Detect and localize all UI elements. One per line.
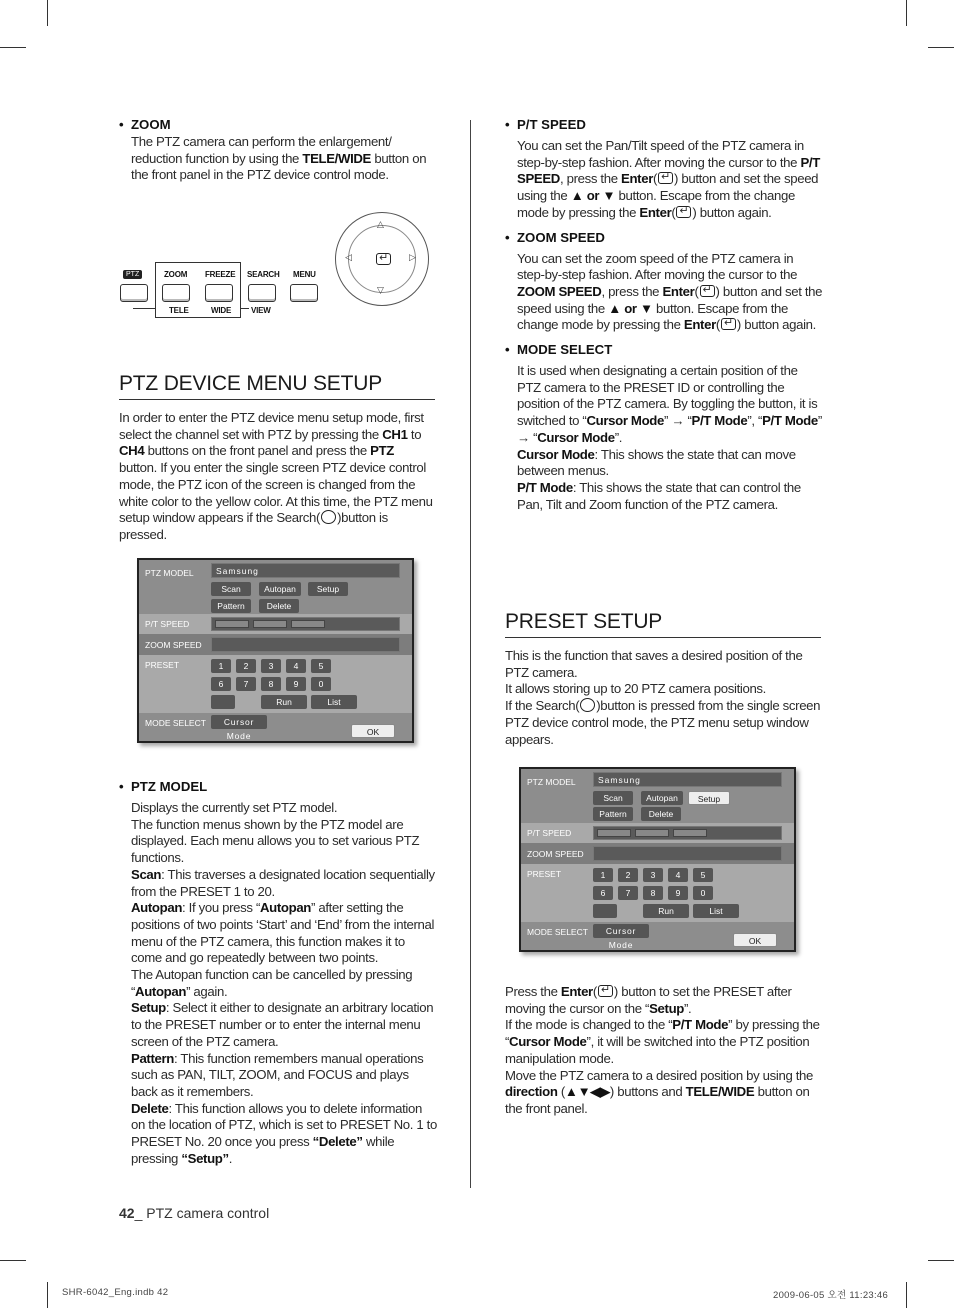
preset-9-button[interactable]: 9 xyxy=(286,677,306,691)
mode-select-label: MODE SELECT xyxy=(145,718,206,728)
menu-panel-button[interactable] xyxy=(290,284,318,302)
mode-select-body: It is used when designating a certain position of the PTZ camera to the PRESET ID or controlling the position of the PTZ camera. By toggling the button, it is switched to “Cursor Mode” → “P/T Mode”, “P/T Mode” → “Cursor Mode”. Cursor Mode: This shows the state that can move between menus. P/T Mode: This shows the state that can control the Pan, Tilt and Zoom function of the PTZ camera. xyxy=(517,363,822,512)
search-panel-button[interactable] xyxy=(248,284,276,302)
list-button[interactable]: List xyxy=(311,695,357,709)
setup-button[interactable]: Setup xyxy=(688,791,730,805)
panel-label-menu: MENU xyxy=(293,270,316,279)
preset-1-button[interactable]: 1 xyxy=(211,659,231,673)
preset-2-button[interactable]: 2 xyxy=(618,868,638,882)
crop-mark xyxy=(47,1282,48,1308)
scan-button[interactable]: Scan xyxy=(211,582,251,596)
preset-3-button[interactable]: 3 xyxy=(261,659,281,673)
preset-setup-section xyxy=(505,610,821,748)
front-panel-illustration xyxy=(119,212,437,322)
zoom-speed-heading: • ZOOM SPEED xyxy=(505,229,823,247)
freeze-panel-button[interactable] xyxy=(205,284,233,302)
up-arrow-icon[interactable]: △ xyxy=(377,220,384,230)
ptz-model-row xyxy=(139,560,412,614)
print-slug-right: 2009-06-05 오전 11:23:46 xyxy=(773,1290,889,1301)
zoom-speed-field[interactable] xyxy=(593,846,782,861)
enter-button-icon[interactable] xyxy=(376,253,391,265)
ptz-model-label: PTZ MODEL xyxy=(527,777,576,787)
pt-speed-heading: • P/T SPEED xyxy=(505,116,823,134)
crop-mark xyxy=(928,1260,954,1261)
search-icon xyxy=(580,698,595,712)
setup-button[interactable]: Setup xyxy=(308,582,348,596)
ptz-model-section xyxy=(119,778,437,1167)
run-button[interactable]: Run xyxy=(261,695,307,709)
ptz-model-row xyxy=(521,769,794,823)
preset-row xyxy=(521,864,794,922)
pattern-button[interactable]: Pattern xyxy=(593,807,633,821)
right-arrow-icon[interactable]: ▷ xyxy=(409,253,416,263)
scan-button[interactable]: Scan xyxy=(593,791,633,805)
preset-instructions xyxy=(505,984,823,1118)
pattern-button[interactable]: Pattern xyxy=(211,599,251,613)
device-menu-section xyxy=(119,372,435,544)
preset-instructions-body: Press the Enter(↵ ) button to set the PRESET after moving the cursor on the “Setup”. If the mode is changed to the “P/T Mode” by pressing the “Cursor Mode”, it will be switched into the PTZ position manipulation mode. Move the PTZ camera to a desired position by using the direction (▲▼◀▶) buttons and TELE/WIDE button on the front panel. xyxy=(505,984,823,1118)
print-slug-left: SHR-6042_Eng.indb 42 xyxy=(62,1287,169,1298)
preset-2-button[interactable]: 2 xyxy=(236,659,256,673)
ptz-tag: PTZ xyxy=(123,270,142,279)
panel-label-freeze: FREEZE xyxy=(205,270,236,279)
crop-mark xyxy=(0,1260,26,1261)
device-menu-title: PTZ DEVICE MENU SETUP xyxy=(119,372,435,400)
left-arrow-icon[interactable]: ◁ xyxy=(345,253,352,263)
page-footer-title: _ PTZ camera control xyxy=(134,1205,270,1221)
autopan-button[interactable]: Autopan xyxy=(259,582,301,596)
crop-mark xyxy=(906,1282,907,1308)
preset-8-button[interactable]: 8 xyxy=(643,886,663,900)
preset-7-button[interactable]: 7 xyxy=(618,886,638,900)
preset-4-button[interactable]: 4 xyxy=(286,659,306,673)
enter-icon xyxy=(700,285,715,297)
ok-button[interactable]: OK xyxy=(351,724,395,738)
preset-5-button[interactable]: 5 xyxy=(311,659,331,673)
pt-speed-row[interactable] xyxy=(139,614,412,634)
crop-mark xyxy=(47,0,48,26)
view-bracket xyxy=(133,308,155,309)
preset-3-button[interactable]: 3 xyxy=(643,868,663,882)
zoom-speed-label: ZOOM SPEED xyxy=(527,849,584,859)
list-button[interactable]: List xyxy=(693,904,739,918)
panel-label-search: SEARCH xyxy=(247,270,280,279)
mode-select-row xyxy=(521,922,794,950)
view-bracket xyxy=(241,308,249,309)
mode-select-row xyxy=(139,713,412,741)
ptz-model-heading: • PTZ MODEL xyxy=(119,778,437,796)
crop-mark xyxy=(928,47,954,48)
preset-label: PRESET xyxy=(145,660,180,670)
preset-setup-body: This is the function that saves a desired position of the PTZ camera. It allows storing up to 20 PTZ camera positions. If the Search( )button is pressed from the single screen PTZ device control mode, the PTZ menu setup window appears. xyxy=(505,648,821,747)
pt-speed-label: P/T SPEED xyxy=(527,828,572,838)
preset-7-button[interactable]: 7 xyxy=(236,677,256,691)
left-column xyxy=(119,116,437,184)
mode-select-label: MODE SELECT xyxy=(527,927,588,937)
preset-row xyxy=(139,655,412,713)
panel-label-tele: TELE xyxy=(169,306,189,315)
enter-icon xyxy=(721,318,736,330)
pt-speed-field[interactable] xyxy=(593,826,782,840)
preset-6-button[interactable]: 6 xyxy=(593,886,613,900)
column-divider xyxy=(470,120,471,1188)
zoom-heading: • ZOOM xyxy=(119,116,437,134)
enter-icon xyxy=(658,172,673,184)
preset-5-button[interactable]: 5 xyxy=(693,868,713,882)
pt-speed-body: You can set the Pan/Tilt speed of the PTZ camera in step-by-step fashion. After moving the cursor to the P/T SPEED, press the Enter(↵ ) button and set the speed using the ▲ or ▼ button. Escape from the change mode by pressing the Enter(↵ ) button again. xyxy=(505,138,823,222)
zoom-speed-label: ZOOM SPEED xyxy=(145,640,202,650)
preset-1-button[interactable]: 1 xyxy=(593,868,613,882)
ptz-menu-window xyxy=(137,558,414,743)
enter-icon xyxy=(676,206,691,218)
panel-label-zoom: ZOOM xyxy=(164,270,188,279)
ok-button[interactable]: OK xyxy=(733,933,777,947)
preset-9-button[interactable]: 9 xyxy=(668,886,688,900)
zoom-panel-button[interactable] xyxy=(162,284,190,302)
pt-speed-label: P/T SPEED xyxy=(145,619,190,629)
zoom-speed-row[interactable] xyxy=(521,843,794,864)
zoom-body: The PTZ camera can perform the enlargement/ reduction function by using the TELE/WIDE button on the front panel in the PTZ device control mode. xyxy=(131,134,427,183)
device-menu-body: In order to enter the PTZ device menu setup mode, first select the channel set with PTZ by pressing the CH1 to CH4 buttons on the front panel and press the PTZ button. If you enter the single screen PTZ device control mode, the PTZ icon of the screen is changed from the white color to the yellow color. At this time, the PTZ menu setup window appears if the Search( )button is pressed. xyxy=(119,410,433,542)
panel-label-view: VIEW xyxy=(251,306,271,315)
autopan-button[interactable]: Autopan xyxy=(641,791,683,805)
down-arrow-icon[interactable]: ▽ xyxy=(377,286,384,296)
right-column xyxy=(505,116,823,513)
page-footer xyxy=(119,1205,269,1221)
mode-select-heading: • MODE SELECT xyxy=(505,341,823,359)
preset-0-button[interactable]: 0 xyxy=(693,886,713,900)
zoom-speed-body: You can set the zoom speed of the PTZ camera in step-by-step fashion. After moving the cursor to the ZOOM SPEED, press the Enter(↵ ) button and set the speed using the ▲ or ▼ button. Escape from the change mode by pressing the Enter(↵ ) button again. xyxy=(505,251,823,335)
pt-speed-field[interactable] xyxy=(211,617,400,631)
ptz-model-body: Displays the currently set PTZ model. The function menus shown by the PTZ model are displayed. Each menu allows you to set various PTZ functions. Scan: This traverses a designated location sequentially from the PRESET 1 to 20. Autopan: If you press “Autopan” after setting the positions of two points ‘Start’ and ‘End’ from the internal menu of the PTZ camera, this function makes it to come and go repeatedly between two points. The Autopan function can be cancelled by pressing “Autopan” again. Setup: Select it either to designate an arbitrary location to the PRESET number or to enter the internal menu screen of the PTZ camera. Pattern: This function remembers manual operations such as PAN, TILT, ZOOM, and FOCUS and plays back as it remembers. Delete: This function allows you to delete information on the location of PTZ, which is set to PRESET No. 1 to PRESET No. 20 once you press “Delete” while pressing “Setup”. xyxy=(131,800,437,1166)
cursor-mode-button[interactable]: Cursor Mode xyxy=(211,715,267,729)
search-icon xyxy=(321,510,336,524)
model-field[interactable]: Samsung xyxy=(593,772,782,787)
delete-button[interactable]: Delete xyxy=(259,599,299,613)
zoom-speed-row[interactable] xyxy=(139,634,412,655)
ptz-panel-button[interactable] xyxy=(120,284,148,302)
cursor-mode-button[interactable]: Cursor Mode xyxy=(593,924,649,938)
enter-icon xyxy=(598,985,613,997)
zoom-speed-field[interactable] xyxy=(211,637,400,652)
ptz-model-label: PTZ MODEL xyxy=(145,568,194,578)
pt-speed-row[interactable] xyxy=(521,823,794,843)
preset-4-button[interactable]: 4 xyxy=(668,868,688,882)
delete-button[interactable]: Delete xyxy=(641,807,681,821)
page-number: 42 xyxy=(119,1205,135,1221)
preset-input[interactable] xyxy=(593,904,617,918)
model-field[interactable]: Samsung xyxy=(211,563,400,578)
preset-6-button[interactable]: 6 xyxy=(211,677,231,691)
preset-menu-window xyxy=(519,767,796,952)
crop-mark xyxy=(906,0,907,26)
preset-0-button[interactable]: 0 xyxy=(311,677,331,691)
preset-input[interactable] xyxy=(211,695,235,709)
crop-mark xyxy=(0,47,26,48)
panel-label-wide: WIDE xyxy=(211,306,232,315)
run-button[interactable]: Run xyxy=(643,904,689,918)
preset-8-button[interactable]: 8 xyxy=(261,677,281,691)
preset-setup-title: PRESET SETUP xyxy=(505,610,821,638)
preset-label: PRESET xyxy=(527,869,562,879)
